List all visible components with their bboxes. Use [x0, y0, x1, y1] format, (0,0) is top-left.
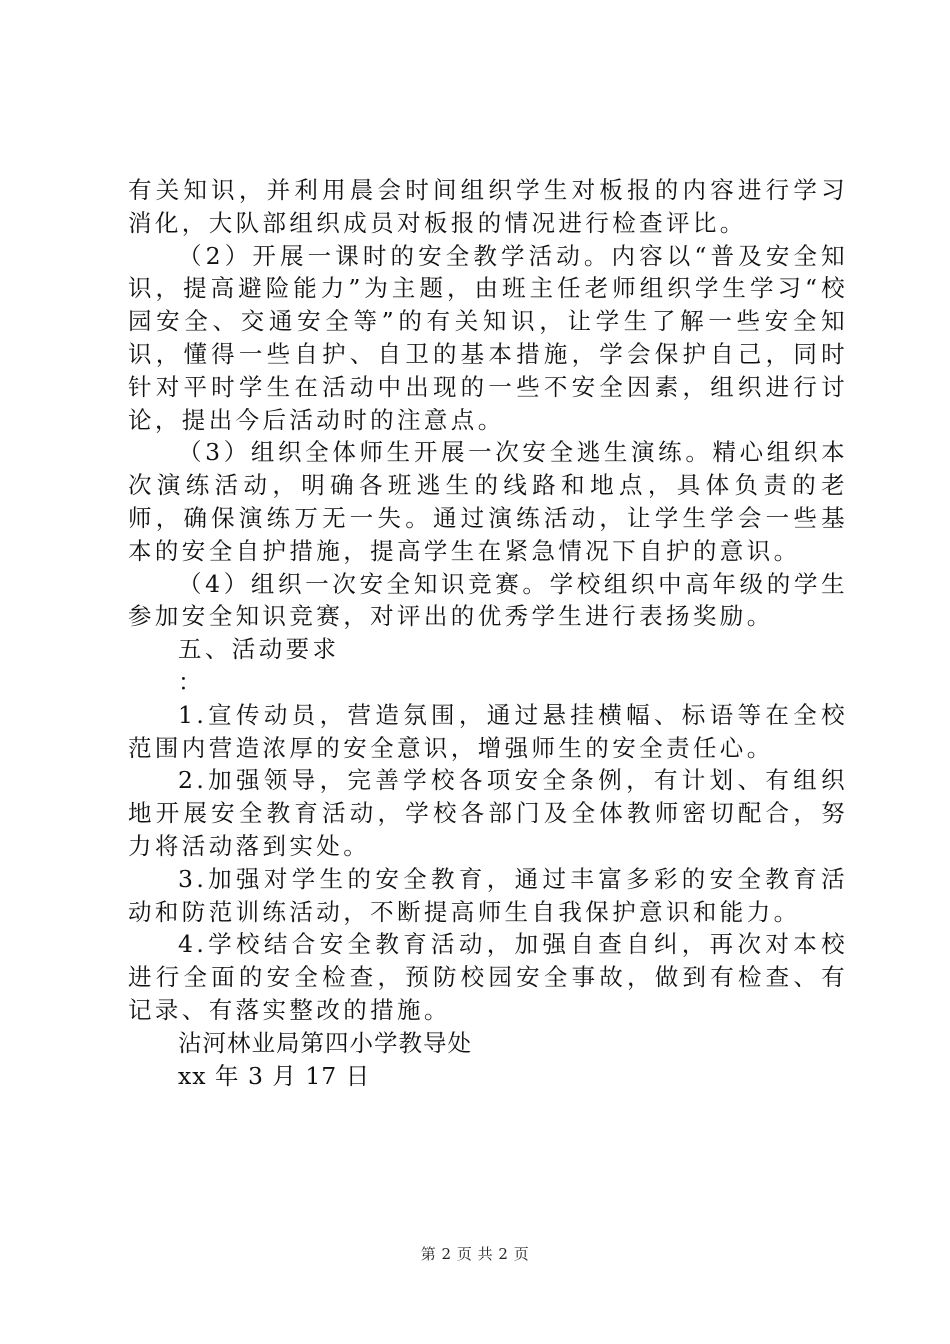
paragraph-item-4: （4）组织一次安全知识竞赛。学校组织中高年级的学生参加安全知识竞赛，对评出的优秀学生进行表扬奖励。: [128, 569, 848, 631]
requirement-3: 3.加强对学生的安全教育，通过丰富多彩的安全教育活动和防范训练活动，不断提高师生自我保护意识和能力。: [128, 864, 848, 926]
paragraph-item-2: （2）开展一课时的安全教学活动。内容以“普及安全知识，提高避险能力”为主题，由班主任老师组织学生学习“校园安全、交通安全等”的有关知识，让学生了解一些安全知识，懂得一些自护、自卫的基本措施，学会保护自己，同时针对平时学生在活动中出现的一些不安全因素，组织进行讨论，提出今后活动时的注意点。: [128, 241, 848, 434]
paragraph-continuation: 有关知识，并利用晨会时间组织学生对板报的内容进行学习消化，大队部组织成员对板报的情况进行检查评比。: [128, 176, 848, 237]
page-footer: 第 2 页 共 2 页: [420, 1245, 530, 1263]
signature-date: xx 年 3 月 17 日: [178, 1061, 371, 1090]
document-body: [128, 174, 848, 1092]
requirement-4: 4.学校结合安全教育活动，加强自查自纠，再次对本校进行全面的安全检查，预防校园安全事故，做到有检查、有记录、有落实整改的措施。: [128, 930, 848, 1024]
paragraph-item-3: （3）组织全体师生开展一次安全逃生演练。精心组织本次演练活动，明确各班逃生的线路和地点，具体负责的老师，确保演练万无一失。通过演练活动，让学生学会一些基本的安全自护措施，提高学生在紧急情况下自护的意识。: [128, 438, 848, 565]
requirement-2: 2.加强领导，完善学校各项安全条例，有计划、有组织地开展安全教育活动，学校各部门及全体教师密切配合，努力将活动落到实处。: [128, 766, 848, 860]
requirement-1: 1.宣传动员，营造氛围，通过悬挂横幅、标语等在全校范围内营造浓厚的安全意识，增强师生的安全责任心。: [128, 700, 848, 762]
section-heading: 五、活动要求: [178, 635, 340, 664]
colon-line: ：: [178, 667, 205, 696]
signature-org: 沾河林业局第四小学教导处: [178, 1028, 472, 1057]
